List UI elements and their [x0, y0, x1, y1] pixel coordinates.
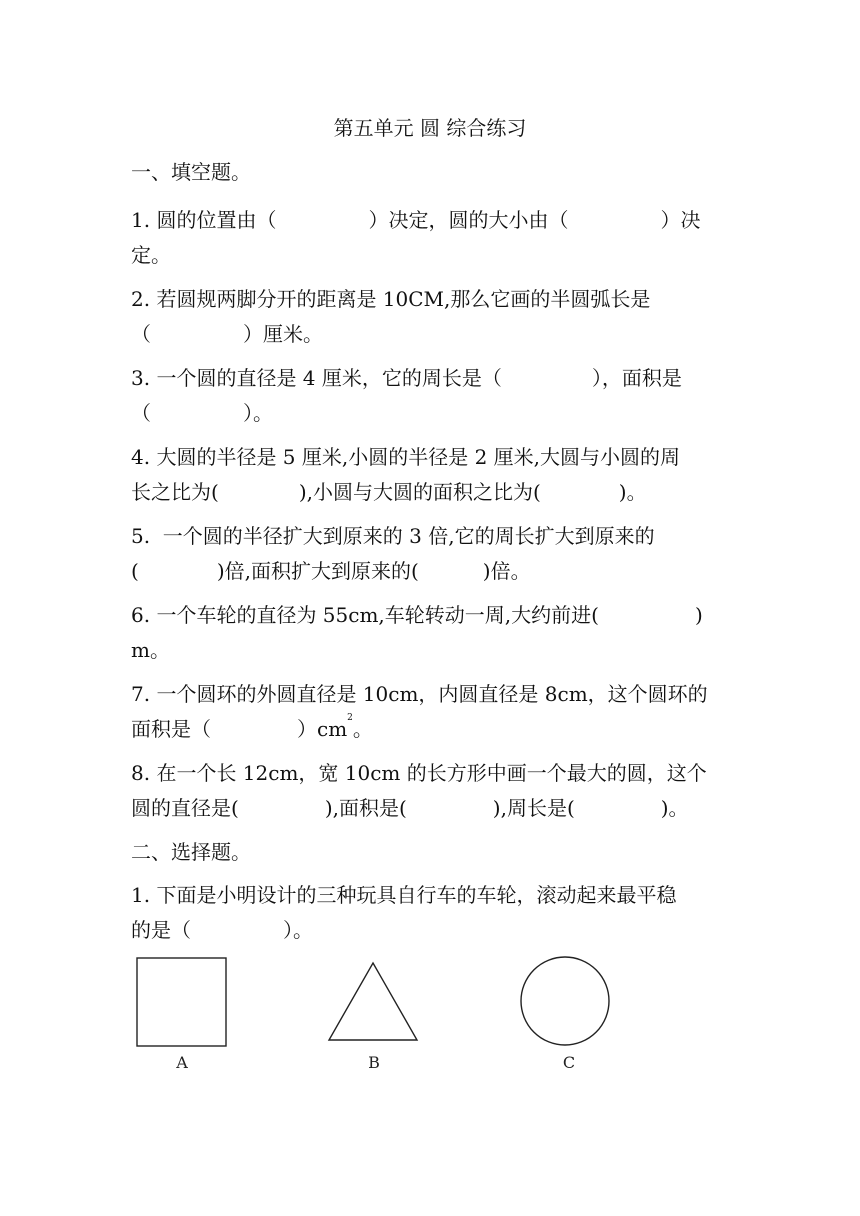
question-3-line-1: 3. 一个圆的直径是 4 厘米，它的周长是（ ），面积是 [131, 366, 682, 390]
question-6 [131, 598, 729, 668]
square-wheel-shape [137, 958, 226, 1046]
option-label-b: B [368, 1053, 380, 1072]
question-7-line-1: 7. 一个圆环的外圆直径是 10cm，内圆直径是 8cm，这个圆环的 [131, 682, 708, 706]
question-8-line-1: 8. 在一个长 12cm，宽 10cm 的长方形中画一个最大的圆，这个 [131, 761, 707, 785]
question-1-line-2: 定。 [131, 243, 171, 267]
page-title: 第五单元 圆 综合练习 [333, 116, 527, 140]
option-label-c: C [562, 1053, 576, 1072]
question-2-line-2: （ ）厘米。 [131, 322, 323, 346]
section-multiple-choice-heading: 二、选择题。 [131, 840, 251, 864]
triangle-wheel-shape [329, 963, 417, 1040]
choice-question-1 [131, 878, 729, 948]
choice-question-1-line-1: 1. 下面是小明设计的三种玩具自行车的车轮，滚动起来最平稳 [131, 883, 677, 907]
question-4-line-1: 4. 大圆的半径是 5 厘米,小圆的半径是 2 厘米,大圆与小圆的周 [131, 445, 681, 469]
question-6-line-1: 6. 一个车轮的直径为 55cm,车轮转动一周,大约前进( ) [131, 603, 703, 627]
square-unit-superscript: 2 [347, 713, 353, 723]
question-4 [131, 440, 729, 510]
option-label-a: A [176, 1053, 188, 1072]
question-4-line-2: 长之比为( ),小圆与大圆的面积之比为( )。 [131, 480, 647, 504]
question-1-line-1: 1. 圆的位置由（ ）决定，圆的大小由（ ）决 [131, 208, 701, 232]
question-7-line-2: 面积是（ ）$cm^2$。 [131, 713, 373, 741]
question-2-line-1: 2. 若圆规两脚分开的距离是 10CM,那么它画的半圆弧长是 [131, 287, 651, 311]
choice-question-1-line-2: 的是（ ）。 [131, 918, 313, 942]
question-3 [131, 361, 729, 431]
question-3-line-2: （ ）。 [131, 401, 273, 425]
question-5-line-1: 5. 一个圆的半径扩大到原来的 3 倍,它的周长扩大到原来的 [131, 524, 655, 548]
question-1 [131, 203, 729, 273]
question-5-line-2: ( )倍,面积扩大到原来的( )倍。 [131, 559, 531, 583]
question-6-line-2: m。 [131, 638, 170, 662]
section-fill-in-blank-heading: 一、填空题。 [131, 160, 251, 184]
question-8-line-2: 圆的直径是( ),面积是( ),周长是( )。 [131, 796, 689, 820]
question-2 [131, 282, 729, 352]
circle-wheel-shape [521, 957, 609, 1045]
question-8 [131, 756, 729, 826]
wheel-options-figure [120, 948, 640, 1078]
question-5 [131, 519, 729, 589]
question-7 [131, 677, 729, 747]
